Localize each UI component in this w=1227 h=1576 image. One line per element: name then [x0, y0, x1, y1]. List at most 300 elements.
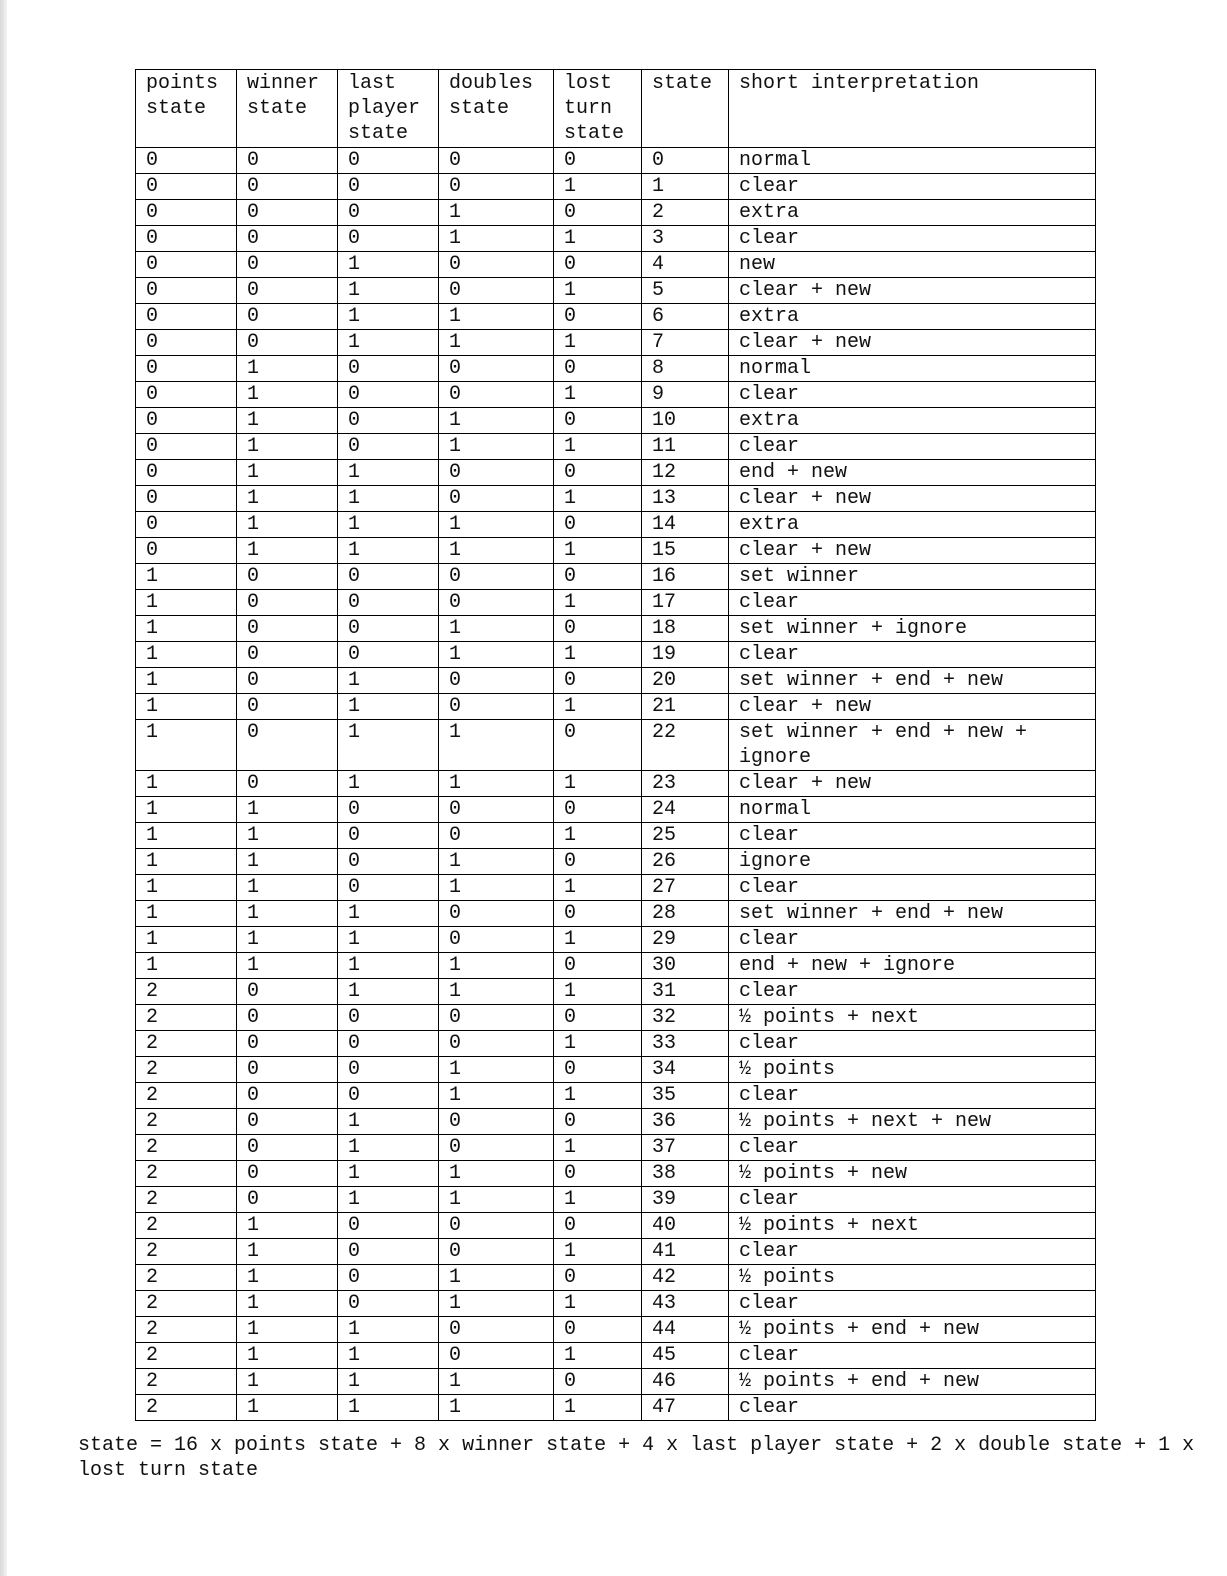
cell-state-value: 8: [642, 356, 729, 382]
cell-lost-turn-state: 0: [554, 252, 642, 278]
cell-interpretation: normal: [729, 797, 1096, 823]
cell-lost-turn-state: 0: [554, 564, 642, 590]
cell-winner-state: 1: [237, 1395, 338, 1421]
cell-winner-state: 0: [237, 330, 338, 356]
cell-winner-state: 1: [237, 1291, 338, 1317]
cell-state-value: 44: [642, 1317, 729, 1343]
cell-doubles-state: 1: [439, 720, 554, 771]
cell-last-player-state: 0: [338, 148, 439, 174]
cell-interpretation: set winner + end + new: [729, 668, 1096, 694]
cell-last-player-state: 1: [338, 979, 439, 1005]
table-row: [136, 1239, 1096, 1265]
cell-interpretation: set winner: [729, 564, 1096, 590]
cell-state-value: 10: [642, 408, 729, 434]
table-row: [136, 1343, 1096, 1369]
cell-lost-turn-state: 1: [554, 694, 642, 720]
cell-doubles-state: 1: [439, 200, 554, 226]
cell-doubles-state: 0: [439, 356, 554, 382]
cell-winner-state: 1: [237, 1317, 338, 1343]
cell-doubles-state: 1: [439, 1057, 554, 1083]
cell-last-player-state: 1: [338, 538, 439, 564]
cell-points-state: 2: [136, 1213, 237, 1239]
table-row: [136, 849, 1096, 875]
cell-doubles-state: 1: [439, 616, 554, 642]
cell-lost-turn-state: 0: [554, 1369, 642, 1395]
cell-interpretation: clear + new: [729, 278, 1096, 304]
cell-state-value: 20: [642, 668, 729, 694]
cell-lost-turn-state: 1: [554, 486, 642, 512]
cell-winner-state: 1: [237, 901, 338, 927]
table-row: [136, 278, 1096, 304]
cell-lost-turn-state: 1: [554, 1291, 642, 1317]
cell-winner-state: 0: [237, 668, 338, 694]
cell-doubles-state: 1: [439, 1291, 554, 1317]
cell-last-player-state: 0: [338, 1031, 439, 1057]
cell-last-player-state: 1: [338, 278, 439, 304]
cell-lost-turn-state: 1: [554, 1135, 642, 1161]
cell-state-value: 29: [642, 927, 729, 953]
table-row: [136, 668, 1096, 694]
cell-winner-state: 1: [237, 849, 338, 875]
table-row: [136, 200, 1096, 226]
cell-points-state: 2: [136, 1083, 237, 1109]
cell-doubles-state: 0: [439, 901, 554, 927]
cell-doubles-state: 0: [439, 148, 554, 174]
cell-winner-state: 1: [237, 382, 338, 408]
cell-lost-turn-state: 0: [554, 200, 642, 226]
cell-points-state: 2: [136, 1343, 237, 1369]
cell-interpretation: clear: [729, 642, 1096, 668]
cell-interpretation: clear: [729, 1187, 1096, 1213]
cell-state-value: 9: [642, 382, 729, 408]
cell-last-player-state: 0: [338, 564, 439, 590]
cell-points-state: 1: [136, 616, 237, 642]
cell-winner-state: 1: [237, 875, 338, 901]
cell-lost-turn-state: 0: [554, 1317, 642, 1343]
cell-interpretation: clear: [729, 174, 1096, 200]
cell-lost-turn-state: 1: [554, 226, 642, 252]
cell-points-state: 0: [136, 252, 237, 278]
cell-winner-state: 0: [237, 304, 338, 330]
cell-state-value: 41: [642, 1239, 729, 1265]
cell-points-state: 0: [136, 486, 237, 512]
cell-winner-state: 0: [237, 979, 338, 1005]
cell-winner-state: 0: [237, 1057, 338, 1083]
cell-last-player-state: 0: [338, 1291, 439, 1317]
cell-lost-turn-state: 1: [554, 1031, 642, 1057]
table-row: [136, 538, 1096, 564]
table-row: [136, 1265, 1096, 1291]
cell-points-state: 2: [136, 1369, 237, 1395]
cell-doubles-state: 0: [439, 668, 554, 694]
table-row: [136, 564, 1096, 590]
table-row: [136, 901, 1096, 927]
cell-last-player-state: 0: [338, 434, 439, 460]
cell-state-value: 2: [642, 200, 729, 226]
cell-points-state: 2: [136, 1031, 237, 1057]
cell-points-state: 1: [136, 849, 237, 875]
cell-state-value: 11: [642, 434, 729, 460]
cell-last-player-state: 0: [338, 642, 439, 668]
cell-winner-state: 1: [237, 1343, 338, 1369]
cell-last-player-state: 0: [338, 1239, 439, 1265]
cell-winner-state: 1: [237, 460, 338, 486]
cell-interpretation: normal: [729, 148, 1096, 174]
cell-state-value: 24: [642, 797, 729, 823]
cell-doubles-state: 1: [439, 642, 554, 668]
header-winner-state: winner state: [237, 70, 338, 148]
cell-doubles-state: 0: [439, 1343, 554, 1369]
cell-winner-state: 1: [237, 512, 338, 538]
cell-doubles-state: 0: [439, 1031, 554, 1057]
cell-interpretation: clear: [729, 1135, 1096, 1161]
cell-lost-turn-state: 1: [554, 434, 642, 460]
cell-points-state: 0: [136, 200, 237, 226]
cell-interpretation: set winner + end + new + ignore: [729, 720, 1096, 771]
cell-winner-state: 1: [237, 1369, 338, 1395]
cell-last-player-state: 1: [338, 1395, 439, 1421]
cell-last-player-state: 0: [338, 797, 439, 823]
cell-winner-state: 0: [237, 590, 338, 616]
cell-winner-state: 1: [237, 434, 338, 460]
cell-doubles-state: 0: [439, 694, 554, 720]
cell-points-state: 2: [136, 979, 237, 1005]
cell-state-value: 37: [642, 1135, 729, 1161]
cell-interpretation: clear: [729, 382, 1096, 408]
cell-winner-state: 0: [237, 148, 338, 174]
cell-interpretation: clear: [729, 1083, 1096, 1109]
cell-state-value: 18: [642, 616, 729, 642]
cell-doubles-state: 0: [439, 460, 554, 486]
cell-lost-turn-state: 0: [554, 720, 642, 771]
cell-points-state: 0: [136, 460, 237, 486]
cell-winner-state: 0: [237, 1187, 338, 1213]
table-row: [136, 356, 1096, 382]
cell-interpretation: clear: [729, 590, 1096, 616]
cell-doubles-state: 1: [439, 1161, 554, 1187]
cell-doubles-state: 0: [439, 174, 554, 200]
cell-state-value: 3: [642, 226, 729, 252]
cell-doubles-state: 0: [439, 1239, 554, 1265]
cell-last-player-state: 0: [338, 1083, 439, 1109]
cell-winner-state: 0: [237, 252, 338, 278]
cell-lost-turn-state: 0: [554, 797, 642, 823]
cell-interpretation: ½ points + new: [729, 1161, 1096, 1187]
cell-last-player-state: 0: [338, 1265, 439, 1291]
cell-interpretation: extra: [729, 408, 1096, 434]
cell-doubles-state: 0: [439, 1109, 554, 1135]
cell-lost-turn-state: 0: [554, 1109, 642, 1135]
cell-points-state: 1: [136, 771, 237, 797]
cell-lost-turn-state: 0: [554, 512, 642, 538]
cell-points-state: 0: [136, 382, 237, 408]
cell-interpretation: clear: [729, 823, 1096, 849]
cell-doubles-state: 0: [439, 278, 554, 304]
table-row: [136, 408, 1096, 434]
cell-interpretation: clear + new: [729, 538, 1096, 564]
cell-points-state: 1: [136, 901, 237, 927]
cell-points-state: 1: [136, 642, 237, 668]
cell-doubles-state: 0: [439, 1135, 554, 1161]
cell-doubles-state: 1: [439, 849, 554, 875]
cell-doubles-state: 1: [439, 1265, 554, 1291]
cell-points-state: 0: [136, 278, 237, 304]
document-page: [7, 0, 1227, 1576]
cell-points-state: 1: [136, 590, 237, 616]
cell-points-state: 1: [136, 720, 237, 771]
cell-lost-turn-state: 0: [554, 460, 642, 486]
table-row: [136, 434, 1096, 460]
table-row: [136, 875, 1096, 901]
cell-state-value: 31: [642, 979, 729, 1005]
cell-points-state: 2: [136, 1395, 237, 1421]
cell-winner-state: 1: [237, 1213, 338, 1239]
cell-last-player-state: 1: [338, 512, 439, 538]
cell-lost-turn-state: 0: [554, 148, 642, 174]
table-row: [136, 927, 1096, 953]
cell-winner-state: 1: [237, 927, 338, 953]
table-row: [136, 1109, 1096, 1135]
cell-points-state: 1: [136, 668, 237, 694]
cell-lost-turn-state: 1: [554, 979, 642, 1005]
cell-doubles-state: 1: [439, 979, 554, 1005]
cell-points-state: 1: [136, 953, 237, 979]
cell-state-value: 0: [642, 148, 729, 174]
cell-doubles-state: 0: [439, 564, 554, 590]
cell-interpretation: ignore: [729, 849, 1096, 875]
cell-points-state: 2: [136, 1057, 237, 1083]
cell-points-state: 0: [136, 304, 237, 330]
table-row: [136, 823, 1096, 849]
cell-state-value: 30: [642, 953, 729, 979]
cell-lost-turn-state: 0: [554, 616, 642, 642]
cell-state-value: 22: [642, 720, 729, 771]
cell-doubles-state: 0: [439, 486, 554, 512]
table-row: [136, 979, 1096, 1005]
cell-state-value: 47: [642, 1395, 729, 1421]
cell-winner-state: 0: [237, 720, 338, 771]
cell-state-value: 7: [642, 330, 729, 356]
cell-lost-turn-state: 1: [554, 642, 642, 668]
cell-lost-turn-state: 1: [554, 278, 642, 304]
cell-state-value: 12: [642, 460, 729, 486]
table-row: [136, 797, 1096, 823]
cell-state-value: 21: [642, 694, 729, 720]
cell-doubles-state: 1: [439, 875, 554, 901]
table-row: [136, 1317, 1096, 1343]
cell-lost-turn-state: 0: [554, 1265, 642, 1291]
cell-last-player-state: 1: [338, 1187, 439, 1213]
table-row: [136, 1213, 1096, 1239]
cell-points-state: 2: [136, 1109, 237, 1135]
cell-winner-state: 1: [237, 356, 338, 382]
cell-doubles-state: 0: [439, 1317, 554, 1343]
cell-points-state: 2: [136, 1187, 237, 1213]
cell-winner-state: 0: [237, 616, 338, 642]
table-row: [136, 174, 1096, 200]
cell-interpretation: clear: [729, 1031, 1096, 1057]
table-row: [136, 771, 1096, 797]
cell-winner-state: 1: [237, 408, 338, 434]
page-shadow: [0, 0, 7, 1576]
cell-interpretation: clear: [729, 927, 1096, 953]
cell-winner-state: 0: [237, 226, 338, 252]
table-row: [136, 590, 1096, 616]
cell-points-state: 1: [136, 823, 237, 849]
cell-interpretation: clear + new: [729, 771, 1096, 797]
table-row: [136, 642, 1096, 668]
cell-state-value: 25: [642, 823, 729, 849]
table-row: [136, 148, 1096, 174]
cell-last-player-state: 1: [338, 720, 439, 771]
cell-doubles-state: 0: [439, 927, 554, 953]
cell-interpretation: clear: [729, 875, 1096, 901]
cell-last-player-state: 1: [338, 460, 439, 486]
table-row: [136, 1161, 1096, 1187]
cell-state-value: 1: [642, 174, 729, 200]
cell-last-player-state: 0: [338, 616, 439, 642]
cell-winner-state: 0: [237, 694, 338, 720]
cell-state-value: 6: [642, 304, 729, 330]
cell-state-value: 39: [642, 1187, 729, 1213]
cell-interpretation: ½ points + next + new: [729, 1109, 1096, 1135]
cell-last-player-state: 0: [338, 1005, 439, 1031]
cell-winner-state: 0: [237, 1005, 338, 1031]
cell-last-player-state: 1: [338, 927, 439, 953]
cell-doubles-state: 0: [439, 797, 554, 823]
cell-interpretation: clear: [729, 979, 1096, 1005]
header-last-player-state: last player state: [338, 70, 439, 148]
cell-winner-state: 1: [237, 823, 338, 849]
cell-winner-state: 0: [237, 771, 338, 797]
cell-points-state: 0: [136, 330, 237, 356]
cell-doubles-state: 0: [439, 823, 554, 849]
cell-state-value: 36: [642, 1109, 729, 1135]
cell-lost-turn-state: 0: [554, 668, 642, 694]
table-row: [136, 1369, 1096, 1395]
cell-lost-turn-state: 0: [554, 356, 642, 382]
cell-lost-turn-state: 1: [554, 174, 642, 200]
header-short-interpretation: short interpretation: [729, 70, 1096, 148]
cell-winner-state: 0: [237, 564, 338, 590]
cell-points-state: 1: [136, 694, 237, 720]
cell-state-value: 13: [642, 486, 729, 512]
cell-interpretation: clear: [729, 434, 1096, 460]
cell-lost-turn-state: 1: [554, 823, 642, 849]
state-formula: state = 16 x points state + 8 x winner state + 4 x last player state + 2 x double state + 1 x lost turn state: [78, 1434, 1207, 1482]
cell-interpretation: ½ points + end + new: [729, 1317, 1096, 1343]
cell-last-player-state: 1: [338, 1135, 439, 1161]
cell-doubles-state: 0: [439, 1005, 554, 1031]
cell-state-value: 32: [642, 1005, 729, 1031]
cell-points-state: 1: [136, 564, 237, 590]
cell-interpretation: ½ points + end + new: [729, 1369, 1096, 1395]
cell-interpretation: end + new: [729, 460, 1096, 486]
cell-last-player-state: 0: [338, 823, 439, 849]
cell-state-value: 46: [642, 1369, 729, 1395]
cell-lost-turn-state: 0: [554, 953, 642, 979]
cell-state-value: 23: [642, 771, 729, 797]
table-row: [136, 382, 1096, 408]
cell-interpretation: clear: [729, 226, 1096, 252]
cell-state-value: 14: [642, 512, 729, 538]
cell-state-value: 35: [642, 1083, 729, 1109]
cell-interpretation: ½ points: [729, 1057, 1096, 1083]
cell-last-player-state: 0: [338, 590, 439, 616]
cell-state-value: 40: [642, 1213, 729, 1239]
cell-last-player-state: 1: [338, 1317, 439, 1343]
cell-last-player-state: 0: [338, 200, 439, 226]
cell-state-value: 43: [642, 1291, 729, 1317]
cell-interpretation: clear: [729, 1395, 1096, 1421]
cell-lost-turn-state: 1: [554, 875, 642, 901]
cell-state-value: 27: [642, 875, 729, 901]
table-row: [136, 226, 1096, 252]
cell-last-player-state: 1: [338, 1109, 439, 1135]
cell-interpretation: ½ points + next: [729, 1005, 1096, 1031]
cell-interpretation: clear + new: [729, 694, 1096, 720]
cell-lost-turn-state: 1: [554, 771, 642, 797]
cell-points-state: 2: [136, 1291, 237, 1317]
table-row: [136, 330, 1096, 356]
cell-last-player-state: 1: [338, 1343, 439, 1369]
header-lost-turn-state: lost turn state: [554, 70, 642, 148]
cell-state-value: 15: [642, 538, 729, 564]
cell-interpretation: clear: [729, 1343, 1096, 1369]
cell-winner-state: 1: [237, 1239, 338, 1265]
cell-points-state: 1: [136, 875, 237, 901]
cell-lost-turn-state: 1: [554, 1395, 642, 1421]
cell-state-value: 45: [642, 1343, 729, 1369]
cell-winner-state: 1: [237, 1265, 338, 1291]
cell-state-value: 26: [642, 849, 729, 875]
cell-doubles-state: 1: [439, 771, 554, 797]
cell-winner-state: 0: [237, 278, 338, 304]
cell-points-state: 0: [136, 226, 237, 252]
cell-lost-turn-state: 0: [554, 901, 642, 927]
cell-interpretation: extra: [729, 200, 1096, 226]
cell-state-value: 28: [642, 901, 729, 927]
state-table: [135, 69, 1096, 1421]
cell-points-state: 2: [136, 1317, 237, 1343]
cell-lost-turn-state: 0: [554, 1161, 642, 1187]
cell-last-player-state: 1: [338, 1369, 439, 1395]
cell-lost-turn-state: 0: [554, 304, 642, 330]
cell-points-state: 1: [136, 927, 237, 953]
cell-doubles-state: 1: [439, 304, 554, 330]
cell-interpretation: set winner + ignore: [729, 616, 1096, 642]
cell-doubles-state: 0: [439, 252, 554, 278]
table-row: [136, 1083, 1096, 1109]
table-row: [136, 953, 1096, 979]
cell-last-player-state: 1: [338, 771, 439, 797]
cell-points-state: 2: [136, 1135, 237, 1161]
table-row: [136, 1135, 1096, 1161]
cell-state-value: 34: [642, 1057, 729, 1083]
cell-lost-turn-state: 1: [554, 330, 642, 356]
cell-winner-state: 0: [237, 174, 338, 200]
cell-lost-turn-state: 1: [554, 1343, 642, 1369]
cell-interpretation: ½ points: [729, 1265, 1096, 1291]
table-row: [136, 720, 1096, 771]
cell-interpretation: extra: [729, 304, 1096, 330]
header-doubles-state: doubles state: [439, 70, 554, 148]
table-body: [136, 148, 1096, 1421]
cell-last-player-state: 0: [338, 226, 439, 252]
cell-last-player-state: 0: [338, 382, 439, 408]
cell-winner-state: 0: [237, 1031, 338, 1057]
cell-state-value: 33: [642, 1031, 729, 1057]
